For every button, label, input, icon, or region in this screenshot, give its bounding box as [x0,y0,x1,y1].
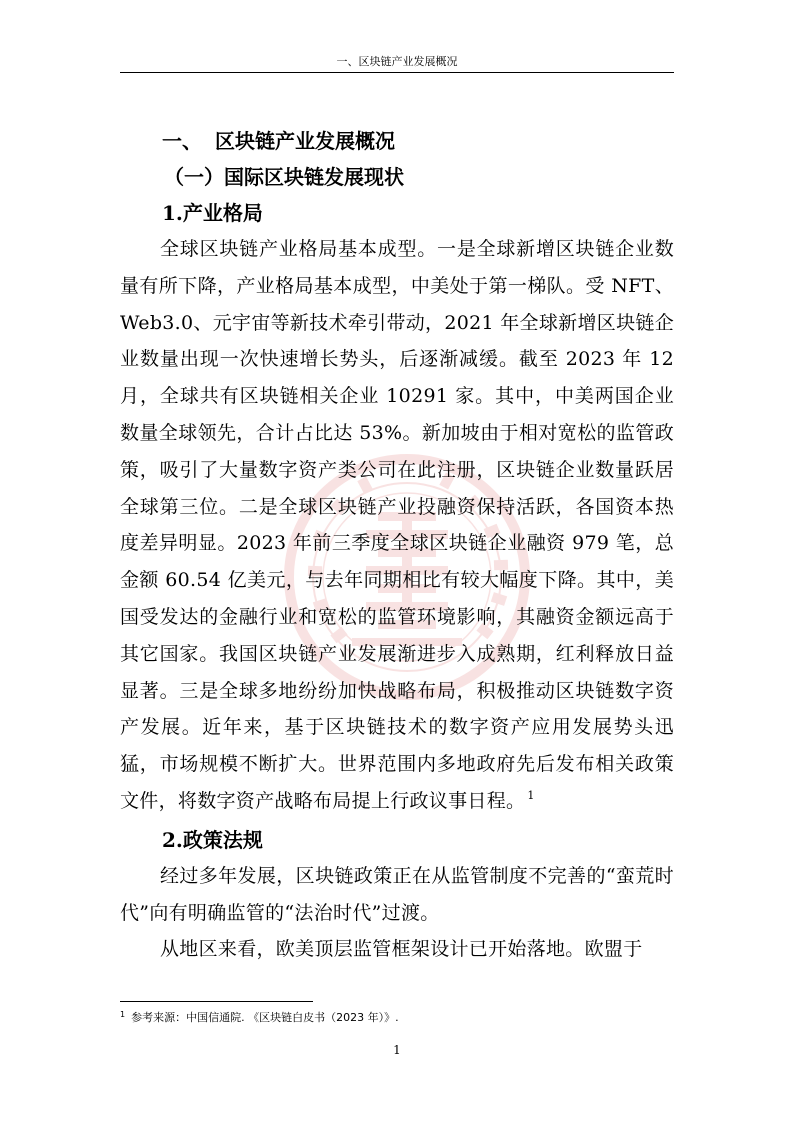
footnote-text: 参考来源：中国信通院. 《区块链白皮书（2023 年）》. [131,1011,399,1024]
header-rule [120,72,674,73]
footnote-marker: 1 [120,1010,126,1019]
page-number: 1 [393,1043,401,1057]
footnote [120,1011,399,1025]
document-body [120,123,674,968]
policy-regulation-heading: 2.政策法规 [162,827,263,852]
industry-landscape-heading: 1.产业格局 [162,201,263,225]
footnote-rule [120,1001,313,1002]
policy-paragraph-2: 从地区来看，欧美顶层监管框架设计已开始落地。欧盟于 [160,938,643,961]
industry-landscape-text: 全球区块链产业格局基本成型。一是全球新增区块链企业数量有所下降，产业格局基本成型，中美处于第一梯队。受 NFT、Web3.0、元宇宙等新技术牵引带动，2021 年全球新增区块链企业数量出现一次快速增长势头，后逐渐减缓。截至 2023 年 12 月，全球共有区块链相关企业 10291 家。其中，中美两国企业数量全球领先，合计占比达 53%。新加坡由于相对宽松的监管政策，吸引了大量数字资产类公司在此注册，区块链企业数量跃居全球第三位。二是全球区块链产业投融资保持活跃，各国资本热度差异明显。2023 年前三季度全球区块链企业融资 979 笔，总金额 60.54 亿美元，与去年同期相比有较大幅度下降。其中，美国受发达的金融行业和宽松的监管环境影响，其融资金额远高于其它国家。我国区块链产业发展渐进步入成熟期，红利释放日益显著。三是全球多地纷纷加快战略布局，积极推动区块链数字资产发展。近年来，基于区块链技术的数字资产应用发展势头迅猛，市场规模不断扩大。世界范围内多地政府先后发布相关政策文件，将数字资产战略布局提上行政议事日程。 [120,238,674,812]
industry-landscape-paragraph [120,231,674,820]
footnote-reference: 1 [527,788,535,802]
running-header: 一、区块链产业发展概况 [336,55,458,68]
subsection-heading: （一）国际区块链发展现状 [164,165,404,189]
section-heading: 一、 区块链产业发展概况 [162,129,395,153]
policy-paragraph-1: 经过多年发展，区块链政策正在从监管制度不完善的“蛮荒时代”向有明确监管的“法治时代”过渡。 [120,864,674,924]
